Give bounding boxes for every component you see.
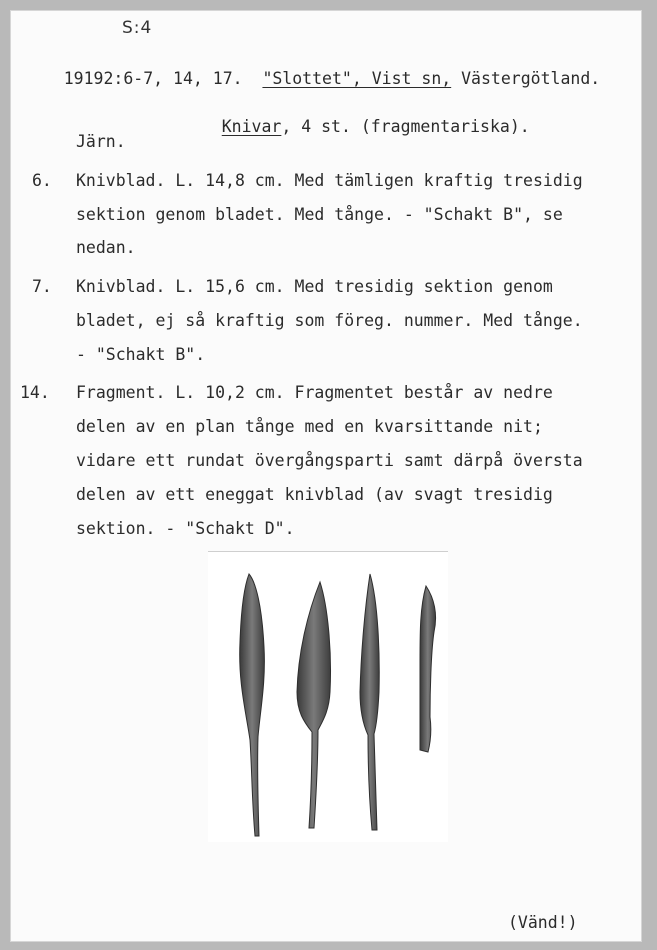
knife-3 [360,574,379,830]
catalog-card [10,10,642,942]
knife-1 [240,574,265,836]
knife-illustration [208,552,448,842]
entry-line: sektion. - "Schakt D". [76,519,295,538]
place-region: Västergötland. [451,69,601,88]
turn-over-note: (Vänd!) [508,913,578,932]
entry-line: vidare ett rundat övergångsparti samt därpå översta [76,451,583,470]
material-label: Järn. [76,132,126,151]
place-name: "Slottet", Vist sn, [262,69,452,88]
subtitle-object: Knivar [221,117,282,136]
entry-line: Knivblad. L. 15,6 cm. Med tresidig sektion genom [76,277,553,296]
entry-number: 14. [20,383,50,402]
entry-line: nedan. [76,238,136,257]
catalog-number: 19192:6-7, 14, 17. [63,69,243,88]
entry-line: - "Schakt B". [76,345,206,364]
subtitle-count: , 4 st. (fragmentariska). [281,117,530,136]
knife-2 [297,582,331,828]
handwritten-id: S:4 [122,18,153,38]
subtitle-line [182,98,530,155]
entry-line: delen av en plan tånge med en kvarsittande nit; [76,417,543,436]
entry-number: 6. [32,171,52,190]
entry-number: 7. [32,277,52,296]
knife-4 [420,586,436,752]
entry-line: Fragment. L. 10,2 cm. Fragmentet består av nedre [76,383,553,402]
entry-line: delen av ett eneggat knivblad (av svagt tresidig [76,485,553,504]
artifact-photo [208,551,448,842]
entry-line: Knivblad. L. 14,8 cm. Med tämligen kraftig tresidig [76,171,583,190]
entry-line: sektion genom bladet. Med tånge. - "Schakt B", se [76,205,563,224]
entry-line: bladet, ej så kraftig som föreg. nummer. Med tånge. [76,311,583,330]
